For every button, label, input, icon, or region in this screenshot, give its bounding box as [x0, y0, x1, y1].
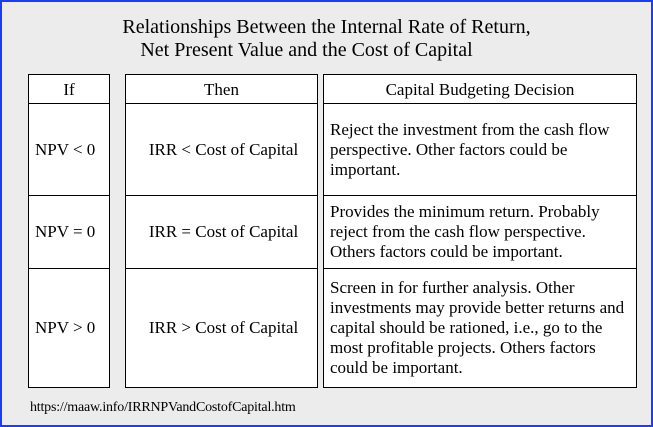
- if-cell-row-3: NPV > 0: [35, 317, 96, 337]
- then-cell-row-2: IRR = Cost of Capital: [148, 221, 299, 241]
- column-if: [28, 74, 110, 388]
- decision-cell-row-1: Reject the investment from the cash flow perspective. Other factors could be important.: [330, 119, 610, 179]
- if-cell-row-1: NPV < 0: [35, 139, 96, 159]
- header-if: If: [29, 75, 109, 104]
- if-cell-row-2: NPV = 0: [35, 221, 96, 241]
- title-line-2: Net Present Value and the Cost of Capital: [140, 39, 473, 61]
- decision-cell-row-2: Provides the minimum return. Probably reject from the cash flow perspective. Others factors could be important.: [330, 201, 600, 261]
- column-then: [125, 74, 318, 388]
- figure-title: [2, 16, 651, 62]
- then-cell-row-1: IRR < Cost of Capital: [148, 139, 299, 159]
- header-decision: Capital Budgeting Decision: [324, 75, 636, 104]
- column-decision: [323, 74, 637, 388]
- then-cell-row-3: IRR > Cost of Capital: [148, 317, 299, 337]
- source-url: https://maaw.info/IRRNPVandCostofCapital.htm: [30, 400, 296, 415]
- decision-cell-row-3: Screen in for further analysis. Other investments may provide better returns and capital should be rationed, i.e., go to the most profitable projects. Others factors could be important.: [330, 277, 625, 377]
- header-then: Then: [126, 75, 317, 104]
- title-line-1: Relationships Between the Internal Rate of Return,: [122, 16, 531, 38]
